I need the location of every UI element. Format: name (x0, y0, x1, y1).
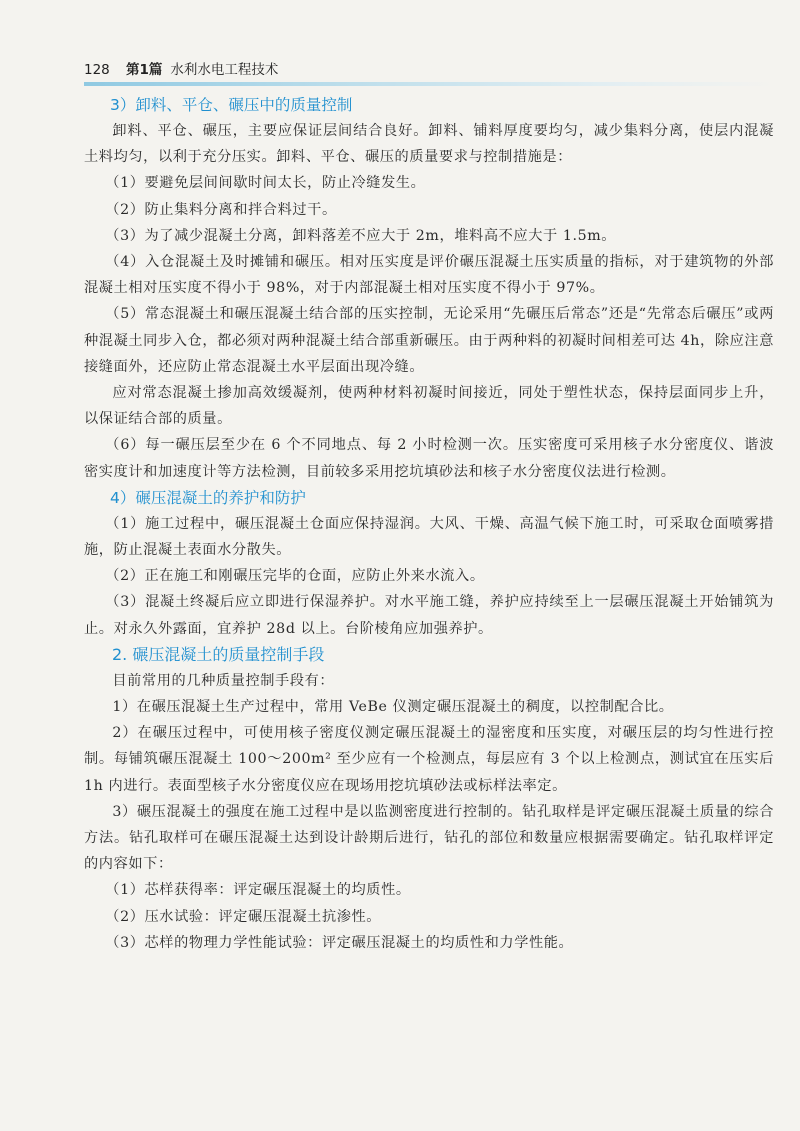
list-item: （2）防止集料分离和拌合料过干。 (105, 201, 337, 218)
running-header (84, 60, 774, 80)
heading-section-2: 2. 碾压混凝土的质量控制手段 (112, 644, 325, 664)
page-number: 128 (84, 62, 110, 78)
list-item: 1）在碾压混凝土生产过程中，常用 VeBe 仪测定碾压混凝土的稠度，以控制配合比。 (112, 699, 674, 716)
list-item: （2）正在施工和刚碾压完毕的仓面，应防止外来水流入。 (105, 568, 485, 585)
part-label: 第1篇 (126, 62, 163, 78)
list-item: （4）入仓混凝土及时摊铺和碾压。相对压实度是评价碾压混凝土压实质量的指标，对于建筑物的外部混凝土相对压实度不得小于 98%，对于内部混凝土相对压实度不得小于 97%。 (84, 254, 774, 297)
list-item: （6）每一碾压层至少在 6 个不同地点、每 2 小时检测一次。压实密度可采用核子水分密度仪、谐波密实度计和加速度计等方法检测，目前较多采用挖坑填砂法和核子水分密度仪法进行检测。 (84, 437, 774, 480)
list-item: 3）碾压混凝土的强度在施工过程中是以监测密度进行控制的。钻孔取样是评定碾压混凝土质量的综合方法。钻孔取样可在碾压混凝土达到设计龄期后进行，钻孔的部位和数量应根据需要确定。钻孔取样评定的内容如下： (84, 803, 774, 873)
list-item: （1）芯样获得率：评定碾压混凝土的均质性。 (105, 882, 411, 899)
list-item: （3）芯样的物理力学性能试验：评定碾压混凝土的均质性和力学性能。 (105, 934, 574, 951)
paragraph: 应对常态混凝土掺加高效缓凝剂，使两种材料初凝时间接近，同处于塑性状态，保持层面同步上升，以保证结合部的质量。 (84, 385, 774, 428)
list-item: （1）施工过程中，碾压混凝土仓面应保持湿润。大风、干燥、高温气候下施工时，可采取仓面喷雾措施，防止混凝土表面水分散失。 (84, 515, 774, 559)
paragraph: 卸料、平仓、碾压，主要应保证层间结合良好。卸料、铺料厚度要均匀，减少集料分离，使层内混凝土料均匀，以利于充分压实。卸料、平仓、碾压的质量要求与控制措施是： (84, 123, 774, 166)
paragraph: 目前常用的几种质量控制手段有： (112, 672, 335, 689)
header-rule (84, 82, 774, 86)
list-item: （3）为了减少混凝土分离，卸料落差不应大于 2m，堆料高不应大于 1.5m。 (105, 227, 617, 244)
list-item: （5）常态混凝土和碾压混凝土结合部的压实控制，无论采用“先碾压后常态”还是“先常态后碾压”或两种混凝土同步入仓，都必须对两种混凝土结合部重新碾压。由于两种料的初凝时间相差可达 4h，除应注意接缝面外，还应防止常态混凝土水平层面出现冷缝。 (84, 306, 774, 375)
list-item: （2）压水试验：评定碾压混凝土抗渗性。 (105, 908, 382, 925)
heading-section-4: 4）碾压混凝土的养护和防护 (110, 488, 306, 507)
body-text (84, 92, 774, 956)
part-title: 水利水电工程技术 (170, 62, 279, 78)
list-item: （3）混凝土终凝后应立即进行保湿养护。对水平施工缝，养护应持续至上一层碾压混凝土开始铺筑为止。对永久外露面，宜养护 28d 以上。台阶棱角应加强养护。 (84, 594, 774, 637)
list-item: 2）在碾压过程中，可使用核子密度仪测定碾压混凝土的湿密度和压实度，对碾压层的均匀性进行控制。每铺筑碾压混凝土 100～200m² 至少应有一个检测点，每层应有 3 个以上检测点，测试宜在压实后 1h 内进行。表面型核子水分密度仪应在现场用挖坑填砂法或标样法率定。 (84, 725, 774, 794)
heading-section-3: 3）卸料、平仓、碾压中的质量控制 (110, 96, 353, 114)
list-item: （1）要避免层间间歇时间太长，防止冷缝发生。 (105, 175, 426, 192)
